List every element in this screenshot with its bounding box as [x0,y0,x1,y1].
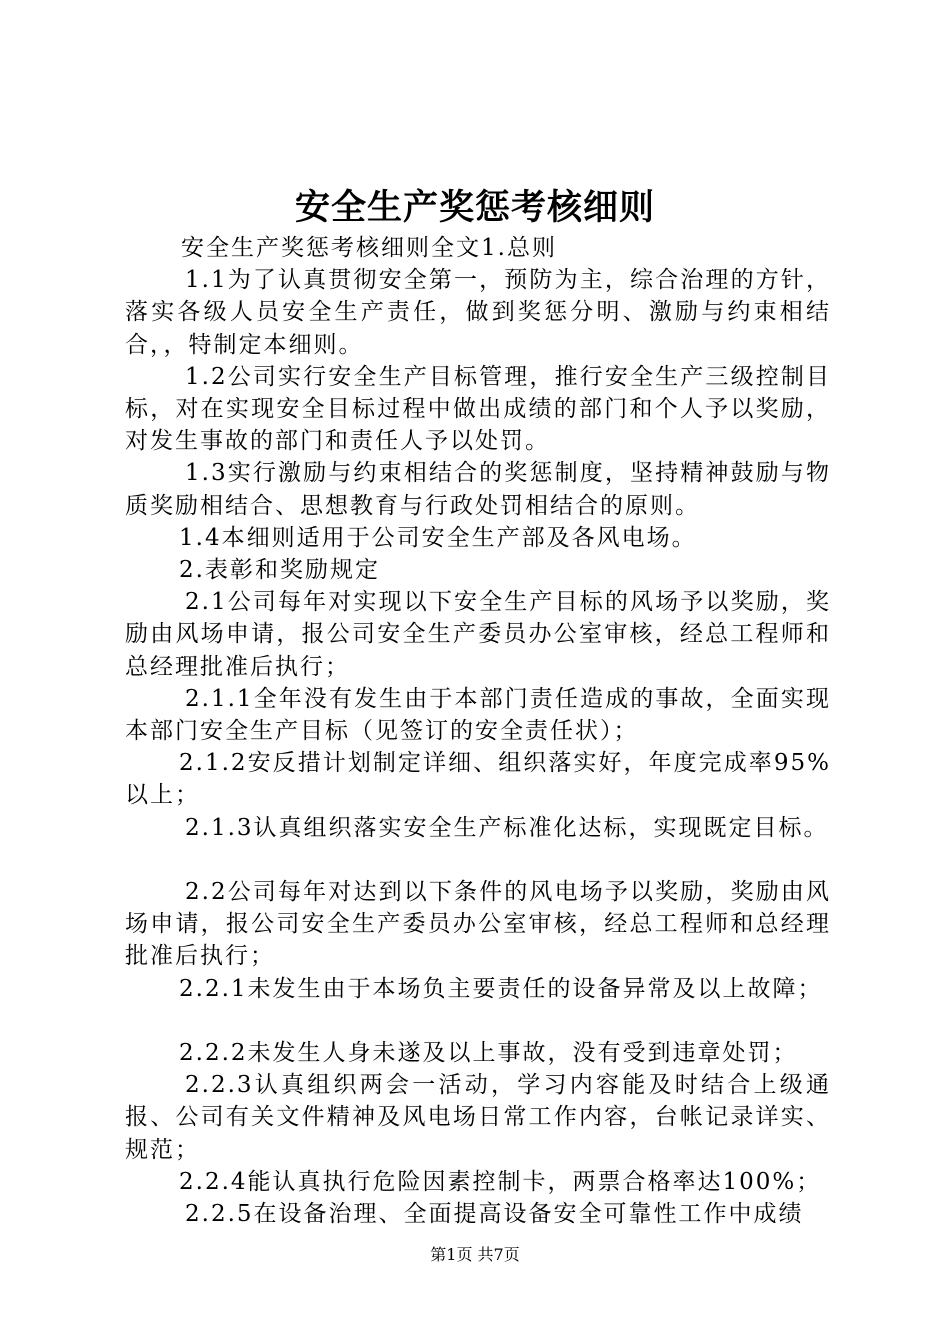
blank-line [125,844,831,876]
paragraph-2-2-4: 2.2.4能认真执行危险因素控制卡，两票合格率达100%； [179,1168,822,1195]
page-footer: 第1页 共7页 [430,1245,520,1264]
page-title: 安全生产奖惩考核细则 [294,187,655,228]
paragraph-2-2-5: 2.2.5在设备治理、全面提高设备安全可靠性工作中成绩 [185,1201,804,1228]
blank-line [125,1005,831,1037]
paragraph-1-1: 1.1为了认真贯彻安全第一，预防为主，综合治理的方针，落实各级人员安全生产责任，做到奖惩分明、激励与约束相结合，，特制定本细则。 [125,267,831,358]
paragraph-1-2: 1.2公司实行安全生产目标管理，推行安全生产三级控制目标，对在实现安全目标过程中做出成绩的部门和个人予以奖励，对发生事故的部门和责任人予以处罚。 [125,363,831,455]
paragraph-2-2: 2.2公司每年对达到以下条件的风电场予以奖励，奖励由风场申请，报公司安全生产委员办公室审核，经总工程师和总经理批准后执行； [125,879,831,970]
section-heading-2: 2.表彰和奖励规定 [179,557,380,584]
paragraph-intro: 安全生产奖惩考核细则全文1.总则 [181,235,557,261]
paragraph-1-3: 1.3实行激励与约束相结合的奖惩制度，坚持精神鼓励与物质奖励相结合、思想教育与行政处罚相结合的原则。 [125,460,831,519]
paragraph-2-2-1: 2.2.1未发生由于本场负主要责任的设备异常及以上故障； [179,975,823,1002]
paragraph-2-2-3: 2.2.3认真组织两会一活动，学习内容能及时结合上级通报、公司有关文件精神及风电场日常工作内容，台帐记录详实、规范； [125,1072,831,1163]
paragraph-2-1: 2.1公司每年对实现以下安全生产目标的风场予以奖励，奖励由风场申请，报公司安全生产委员办公室审核，经总工程师和总经理批准后执行； [125,589,831,680]
paragraph-2-1-3: 2.1.3认真组织落实安全生产标准化达标，实现既定目标。 [185,814,829,841]
paragraph-2-1-2: 2.1.2安反措计划制定详细、组织落实好，年度完成率95%以上； [125,750,831,809]
paragraph-2-1-1: 2.1.1全年没有发生由于本部门责任造成的事故，全面实现本部门安全生产目标（见签订的安全责任状）； [125,685,831,745]
document-body [125,232,831,1230]
paragraph-2-2-2: 2.2.2未发生人身未遂及以上事故，没有受到违章处罚； [179,1040,798,1067]
paragraph-1-4: 1.4本细则适用于公司安全生产部及各风电场。 [179,524,697,551]
